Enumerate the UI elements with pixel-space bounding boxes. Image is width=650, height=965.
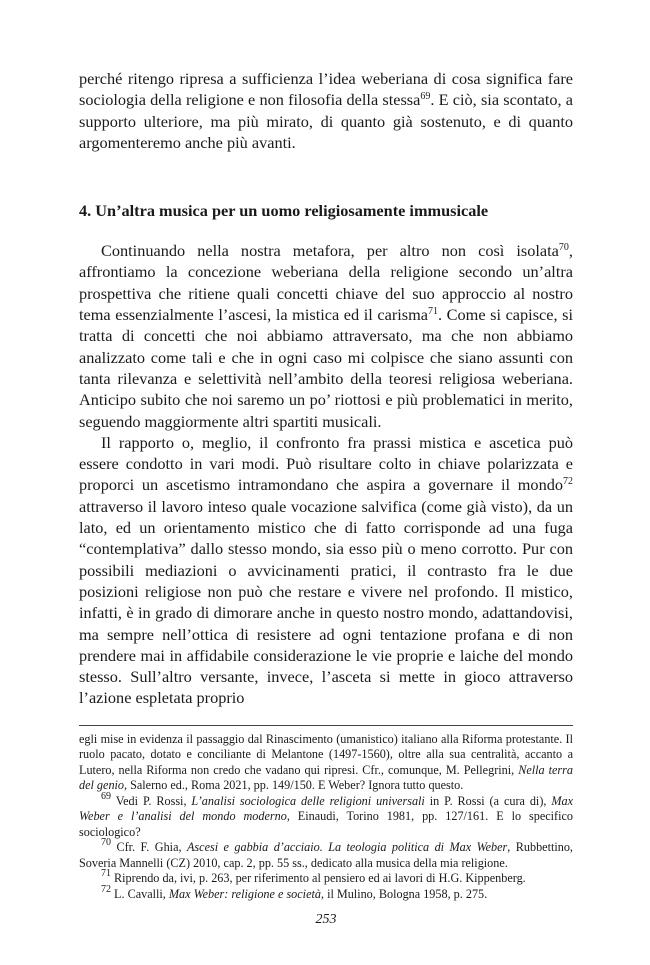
footnote-title: Nella terra del genio (79, 762, 573, 793)
paragraph-text: attraverso il lavoro inteso quale vocazione salvifica (come già visto), da un lato, ed un orientamento mistico che di fatto corrisponde ad una fuga “contemplativa” dallo stesso mondo, sia esso più o meno corrotto. Pur con possibili mediazioni o avvicinamenti pratici, il contrasto fra le due posizioni religiose non può che restare e vivere nel profondo. Il mistico, infatti, è in grado di dimorare anche in questo nostro mondo, adattandovisi, ma sempre nell’ottica di resistere ad ogni tentazione profana e di non prendere mai in affidabile considerazione le vie proprie e laiche del mondo stesso. Sull’altro versante, invece, l’asceta si mette in gioco attraverso l’azione espletata proprio (79, 496, 573, 708)
footnote-title: Ascesi e gabbia d’acciaio. La teologia politica di Max Weber (186, 840, 508, 855)
footnote-text: Cfr. F. Ghia, (111, 840, 187, 855)
footnote-ref-71[interactable]: 71 (428, 306, 438, 318)
footnote-text: egli mise in evidenza il passaggio dal Rinascimento (umanistico) italiano alla Riforma protestante. Il ruolo pacato, dotato e conciliante di Melantone (1497-1560), oltre alla sua centralità, accanto a Lutero, nella Riforma non credo che vadano qui ripresi. Cfr., comunque, M. Pellegrini, (79, 731, 573, 777)
footnote-number: 69 (101, 790, 111, 802)
footnote-title: L’analisi sociologica delle religioni universali (191, 793, 425, 808)
footnote-title: Max Weber: religione e società (168, 886, 321, 901)
body-paragraph-2 (79, 432, 573, 709)
footnote-number: 70 (101, 837, 111, 849)
paragraph-text: , affrontiamo la concezione weberiana della religione secondo un’altra prospettiva che ritiene quali concetti chiave del suo approccio al nostro tema essenzialmente l’ascesi, la mistica ed il carisma (79, 241, 573, 325)
continuation-paragraph (79, 68, 573, 153)
footnote-text: in P. Rossi (a cura di), (424, 793, 552, 808)
body-paragraph-1 (79, 240, 573, 432)
footnote-72 (79, 883, 573, 903)
book-page (79, 68, 573, 928)
footnote-71 (79, 868, 573, 887)
footnote-text: L. Cavalli, (111, 886, 169, 901)
page-number: 253 (315, 912, 337, 928)
footnote-title: Max Weber e l’analisi del mondo moderno (79, 793, 574, 824)
paragraph-text: Continuando nella nostra metafora, per altro non così isolata (101, 241, 559, 261)
footnote-69 (79, 790, 574, 841)
footnote-text: Riprendo da, ivi, p. 263, per riferimento al pensiero ed ai lavori di H.G. Kippenberg. (111, 871, 526, 886)
footnote-70 (79, 837, 573, 871)
section-heading: 4. Un’altra musica per un uomo religiosamente immusicale (79, 201, 489, 221)
footnote-text: Vedi P. Rossi, (111, 793, 192, 808)
paragraph-text: Il rapporto o, meglio, il confronto fra prassi mistica e ascetica può essere condotto in vari modi. Può risultare colto in chiave polarizzata e proporci un ascetismo intramondano che aspira a governare il mondo (79, 432, 573, 495)
footnote-ref-69[interactable]: 69 (420, 91, 431, 103)
footnote-text: , il Mulino, Bologna 1958, p. 275. (320, 886, 488, 901)
footnote-number: 71 (101, 868, 111, 880)
footnote-text: , Einaudi, Torino 1981, pp. 127/161. E lo specifico sociologico? (79, 809, 573, 839)
footnote-text: , Rubbettino, Soveria Mannelli (CZ) 2010, cap. 2, pp. 55 ss., dedicato alla musica della mia religione. (79, 840, 573, 870)
footnote-ref-70[interactable]: 70 (558, 242, 569, 254)
paragraph-text: perché ritengo ripresa a sufficienza l’idea weberiana di cosa significa fare sociologia della religione e non filosofia della stessa (79, 69, 573, 110)
footnote-number: 72 (101, 883, 111, 895)
paragraph-text: . Come si capisce, si tratta di concetti che noi abbiamo attraversato, ma che non abbiamo analizzato come tali e che in ogni caso mi colpisce che siano assunti con tanta rilevanza e selettività nell’ambito della teoresi religiosa weberiana. Anticipo subito che noi saremo un po’ riottosi e più problematici in merito, seguendo maggiormente altri spartiti musicali. (79, 305, 573, 431)
footnote-continued (79, 732, 573, 794)
footnote-ref-72[interactable]: 72 (563, 476, 573, 488)
footnote-text: , Salerno ed., Roma 2021, pp. 149/150. E Weber? Ignora tutto questo. (124, 778, 464, 793)
paragraph-text: . E ciò, sia scontato, a supporto ulteriore, ma più mirato, di quanto già sostenuto, e di quanto argomenteremo anche più avanti. (79, 90, 574, 152)
footnote-separator (79, 725, 573, 726)
